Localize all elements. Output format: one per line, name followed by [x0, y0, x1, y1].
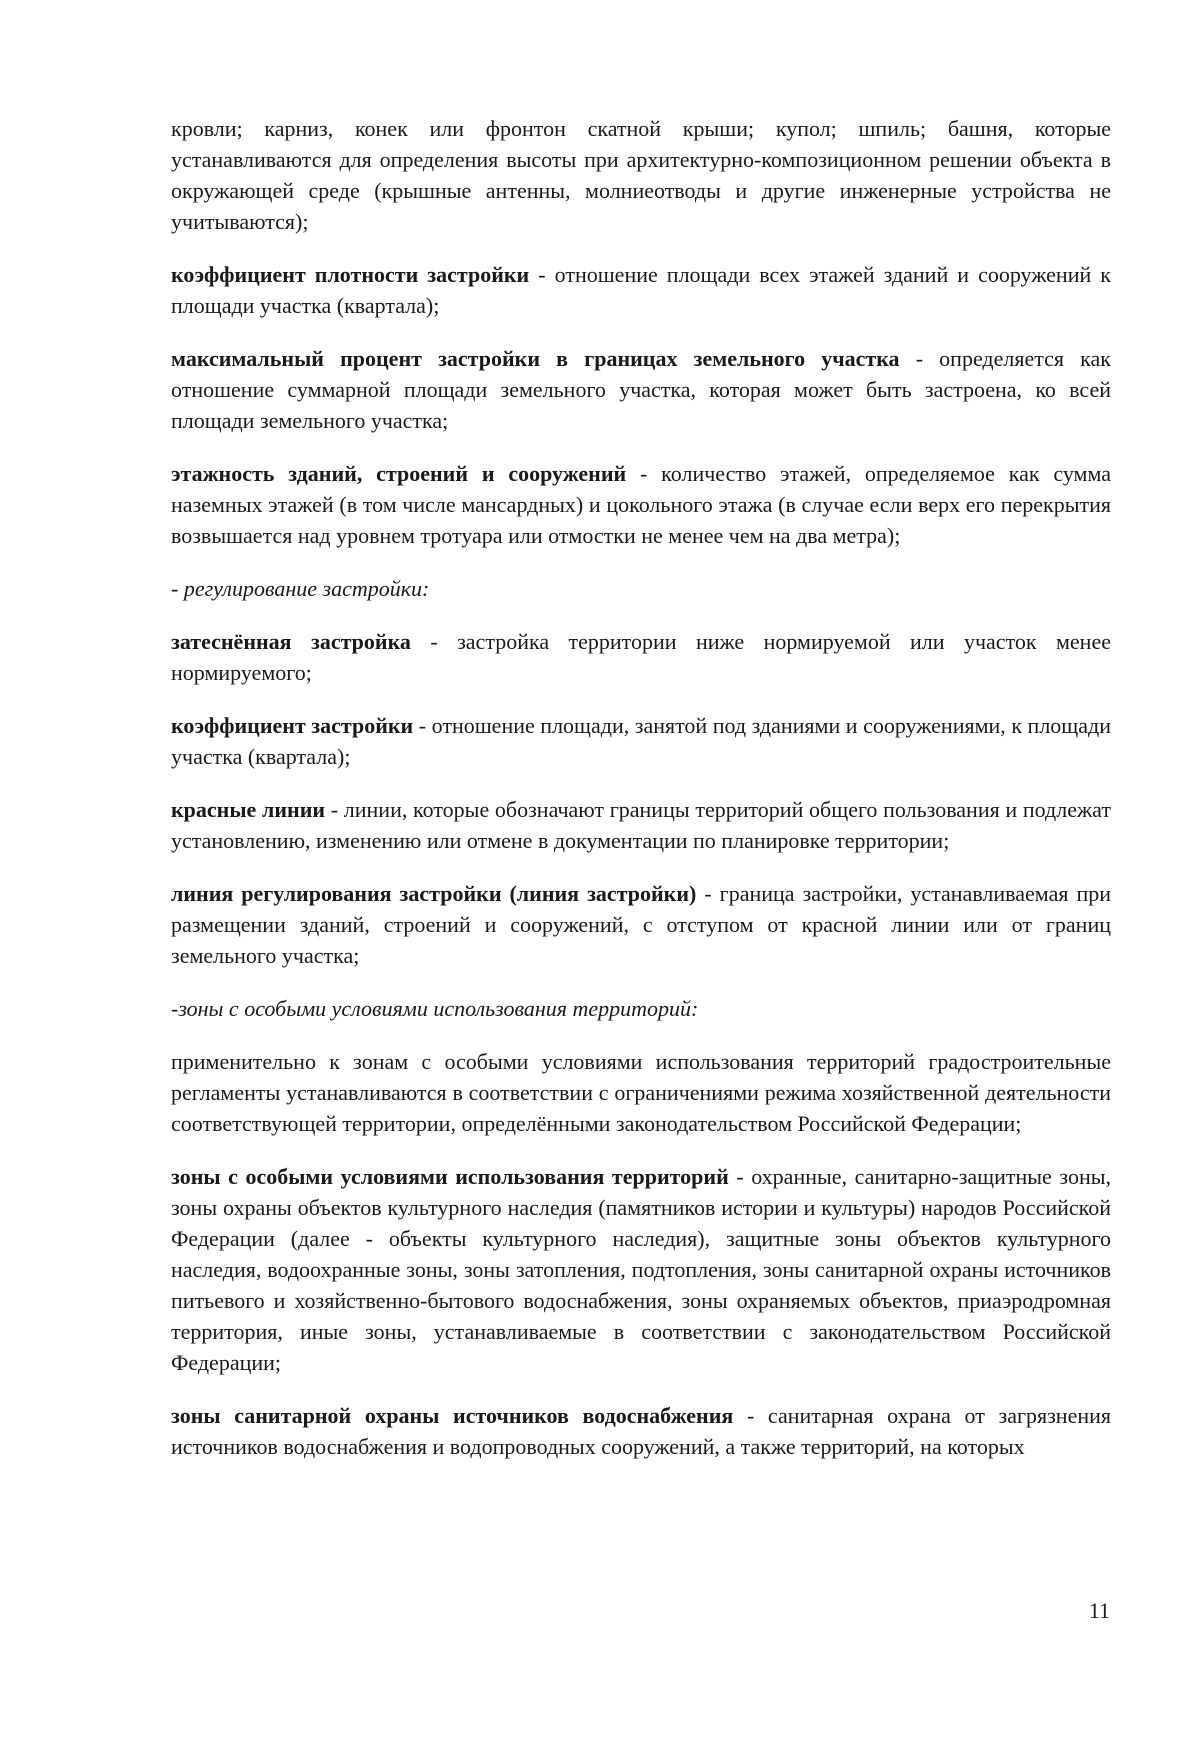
paragraph-storeys	[171, 458, 1111, 551]
paragraph-text: - определяется как отношение суммарной площади земельного участка, которая может быть застроена, ко всей площади земельного участка;	[171, 346, 1111, 433]
term-label: зоны с особыми условиями использования территорий	[171, 1164, 729, 1189]
paragraph-text: кровли; карниз, конек или фронтон скатной крыши; купол; шпиль; башня, которые устанавливаются для определения высоты при архитектурно-композиционном решении объекта в окружающей среде (крышные антенны, молниеотводы и другие инженерные устройства не учитываются);	[171, 116, 1111, 234]
paragraph-text: применительно к зонам с особыми условиями использования территорий градостроительные регламенты устанавливаются в соответствии с ограничениями режима хозяйственной деятельности соответствующей территории, определёнными законодательством Российской Федерации;	[171, 1049, 1111, 1136]
paragraph-text: - застройка территории ниже нормируемой или участок менее нормируемого;	[171, 629, 1111, 685]
paragraph-text: - охранные, санитарно-защитные зоны, зоны охраны объектов культурного наследия (памятников истории и культуры) народов Российской Федерации (далее - объекты культурного наследия), защитные зоны объектов культурного наследия, водоохранные зоны, зоны затопления, подтопления, зоны санитарной охраны источников питьевого и хозяйственно-бытового водоснабжения, зоны охраняемых объектов, приаэродромная территория, иные зоны, устанавливаемые в соответствии с законодательством Российской Федерации;	[171, 1164, 1112, 1375]
term-label: этажность зданий, строений и сооружений	[171, 461, 627, 486]
paragraph-text: - линии, которые обозначают границы территорий общего пользования и подлежат установлению, изменению или отмене в документации по планировке территории;	[171, 797, 1111, 853]
paragraph-building-line	[171, 878, 1111, 971]
paragraph-roof-elements	[171, 113, 1111, 237]
paragraph-special-zones-definition	[171, 1161, 1111, 1378]
page-number: 11	[1088, 1598, 1110, 1623]
paragraph-dense-building	[171, 626, 1111, 688]
paragraph-density-coefficient	[171, 259, 1111, 321]
section-heading-special-zones: -зоны с особыми условиями использования территорий:	[171, 996, 699, 1021]
paragraph-building-coefficient	[171, 710, 1111, 772]
paragraph-red-lines	[171, 794, 1111, 856]
page-body	[171, 113, 1111, 1484]
term-label: максимальный процент застройки в границах земельного участка	[171, 346, 900, 371]
paragraph-text: - отношение площади всех этажей зданий и сооружений к площади участка (квартала);	[171, 262, 1111, 318]
term-label: линия регулирования застройки (линия застройки)	[171, 881, 697, 906]
paragraph-text: - граница застройки, устанавливаемая при размещении зданий, строений и сооружений, с отступом от красной линии или от границ земельного участка;	[171, 881, 1111, 968]
paragraph-text: - количество этажей, определяемое как сумма наземных этажей (в том числе мансардных) и цокольного этажа (в случае если верх его перекрытия возвышается над уровнем тротуара или отмостки не менее чем на два метра);	[171, 461, 1111, 548]
paragraph-text: - санитарная охрана от загрязнения источников водоснабжения и водопроводных сооружений, а также территорий, на которых	[171, 1403, 1111, 1459]
paragraph-zone-regulations	[171, 1046, 1111, 1139]
paragraph-max-building-percent	[171, 343, 1111, 436]
term-label: затеснённая застройка	[171, 629, 411, 654]
term-label: коэффициент плотности застройки	[171, 262, 530, 287]
paragraph-sanitary-protection-zones	[171, 1400, 1111, 1462]
term-label: красные линии	[171, 797, 326, 822]
term-label: коэффициент застройки	[171, 713, 414, 738]
term-label: зоны санитарной охраны источников водоснабжения	[171, 1403, 734, 1428]
section-heading-building-regulation: - регулирование застройки:	[171, 576, 430, 601]
paragraph-text: - отношение площади, занятой под зданиями и сооружениями, к площади участка (квартала);	[171, 713, 1111, 769]
